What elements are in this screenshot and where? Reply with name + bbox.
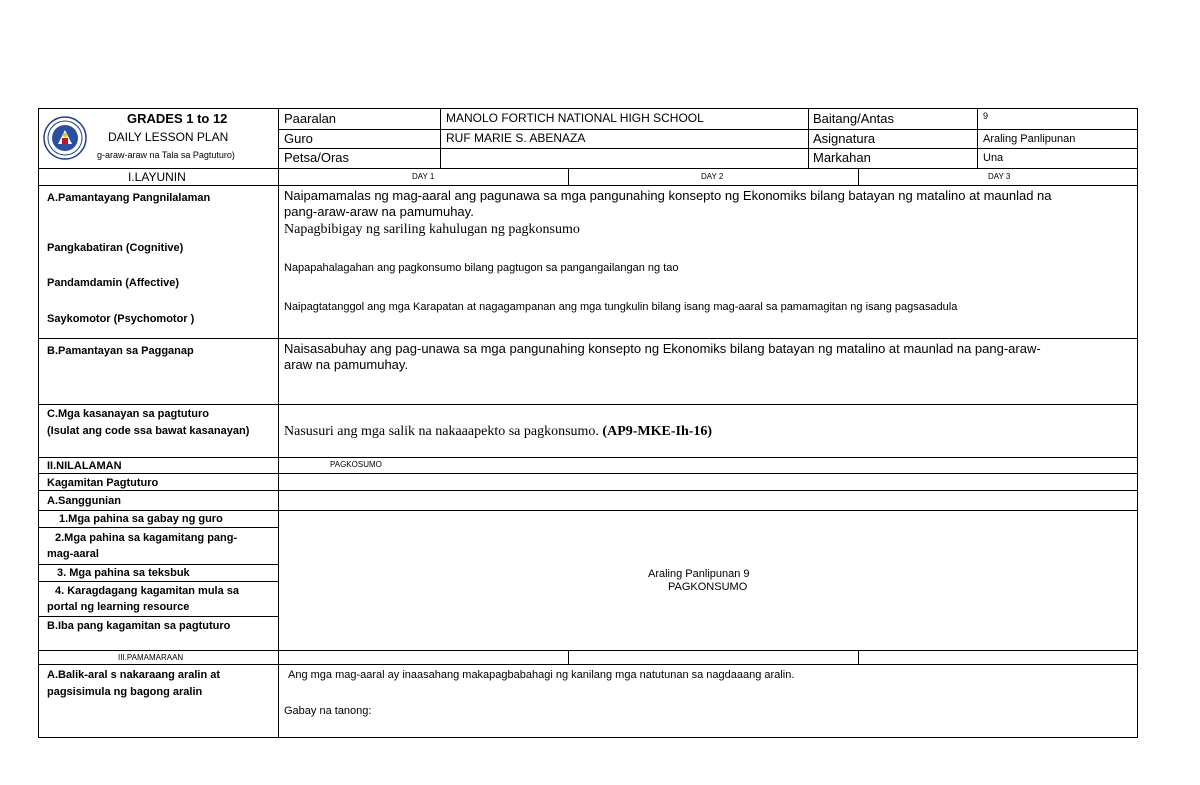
gabay-guro-item: 1.Mga pahina sa gabay ng guro bbox=[59, 513, 223, 525]
balik-aral-text: Ang mga mag-aaral ay inaasahang makapagbabahagi ng kanilang mga natutunan sa nagdaaang aralin. bbox=[288, 669, 795, 681]
pagganap-text-1: Naisasabuhay ang pag-unawa sa mga pangunahing konsepto ng Ekonomiks bilang batayan ng matalino at maunlad na pang-araw- bbox=[284, 341, 1041, 356]
asignatura-label: Asignatura bbox=[813, 131, 876, 146]
nilalaman-label: II.NILALAMAN bbox=[47, 460, 122, 472]
petsa-label: Petsa/Oras bbox=[284, 150, 350, 165]
balik-aral-label-1: A.Balik-aral s nakaraang aralin at bbox=[47, 669, 221, 681]
pagganap-text-2: araw na pamumuhay. bbox=[284, 357, 409, 372]
pagganap-label: B.Pamantayan sa Pagganap bbox=[47, 345, 194, 357]
markahan-label: Markahan bbox=[813, 150, 871, 165]
kasanayan-description: Nasusuri ang mga salik na nakaaapekto sa pagkonsumo. bbox=[284, 424, 599, 439]
affective-text: Napapahalagahan ang pagkonsumo bilang pagtugon sa pangangailangan ng tao bbox=[284, 262, 679, 274]
kagamitang-mag-aaral-item: 2.Mga pahina sa kagamitang pang- bbox=[55, 532, 238, 544]
guro-value: RUF MARIE S. ABENAZA bbox=[446, 131, 586, 145]
kasanayan-code: (AP9-MKE-Ih-16) bbox=[602, 424, 713, 439]
kagamitan-center-2: PAGKONSUMO bbox=[668, 581, 748, 593]
psychomotor-label: Saykomotor (Psychomotor ) bbox=[47, 313, 195, 325]
karagdagang-item: 4. Karagdagang kagamitan mula sa bbox=[55, 585, 240, 597]
sanggunian-label: A.Sanggunian bbox=[47, 495, 121, 507]
pangnilalaman-text-1: Naipamamalas ng mag-aaral ang pagunawa sa mga pangunahing konsepto ng Ekonomiks bilang batayan ng matalino at maunlad na bbox=[284, 188, 1052, 203]
plan-label: DAILY LESSON PLAN bbox=[108, 130, 229, 144]
kasanayan-label-1: C.Mga kasanayan sa pagtuturo bbox=[47, 408, 209, 420]
kagamitan-label: Kagamitan Pagtuturo bbox=[47, 477, 159, 489]
day2-header: DAY 2 bbox=[701, 172, 724, 181]
grades-label: GRADES 1 to 12 bbox=[127, 111, 228, 126]
pangnilalaman-text-2: pang-araw-araw na pamumuhay. bbox=[284, 204, 474, 219]
kasanayan-label-2: (Isulat ang code ssa bawat kasanayan) bbox=[47, 425, 250, 437]
baitang-value: 9 bbox=[983, 111, 989, 121]
day1-header: DAY 1 bbox=[412, 172, 435, 181]
affective-label: Pandamdamin (Affective) bbox=[47, 277, 180, 289]
gabay-na-tanong: Gabay na tanong: bbox=[284, 705, 372, 717]
day3-header: DAY 3 bbox=[988, 172, 1011, 181]
karagdagang-item-2: portal ng learning resource bbox=[47, 601, 190, 613]
kagamitan-center-1: Araling Panlipunan 9 bbox=[648, 568, 750, 580]
psychomotor-text: Naipagtatanggol ang mga Karapatan at nagagampanan ang mga tungkulin bilang isang mag-aaral sa pamamagitan ng isang pagsasadula bbox=[284, 301, 958, 313]
nilalaman-value: PAGKOSUMO bbox=[330, 460, 382, 469]
baitang-label: Baitang/Antas bbox=[813, 111, 894, 126]
asignatura-value: Araling Panlipunan bbox=[983, 133, 1076, 145]
paaralan-label: Paaralan bbox=[284, 111, 337, 126]
iba-pang-kagamitan-label: B.Iba pang kagamitan sa pagtuturo bbox=[47, 620, 231, 632]
pamamaraan-title: III.PAMAMARAAN bbox=[118, 653, 184, 662]
kasanayan-text bbox=[284, 424, 712, 440]
cognitive-label: Pangkabatiran (Cognitive) bbox=[47, 242, 184, 254]
paaralan-value: MANOLO FORTICH NATIONAL HIGH SCHOOL bbox=[446, 111, 704, 125]
plan-subtitle: g-araw-araw na Tala sa Pagtuturo) bbox=[97, 150, 235, 160]
balik-aral-label-2: pagsisimula ng bagong aralin bbox=[47, 686, 203, 698]
deped-seal-icon bbox=[43, 116, 87, 160]
kagamitang-mag-aaral-item-2: mag-aaral bbox=[47, 548, 99, 560]
guro-label: Guro bbox=[284, 131, 313, 146]
layunin-title: I.LAYUNIN bbox=[128, 170, 186, 184]
teksbuk-item: 3. Mga pahina sa teksbuk bbox=[57, 567, 190, 579]
cognitive-text: Napagbibigay ng sariling kahulugan ng pagkonsumo bbox=[284, 222, 580, 237]
pangnilalaman-label: A.Pamantayang Pangnilalaman bbox=[47, 192, 211, 204]
markahan-value: Una bbox=[983, 152, 1004, 164]
